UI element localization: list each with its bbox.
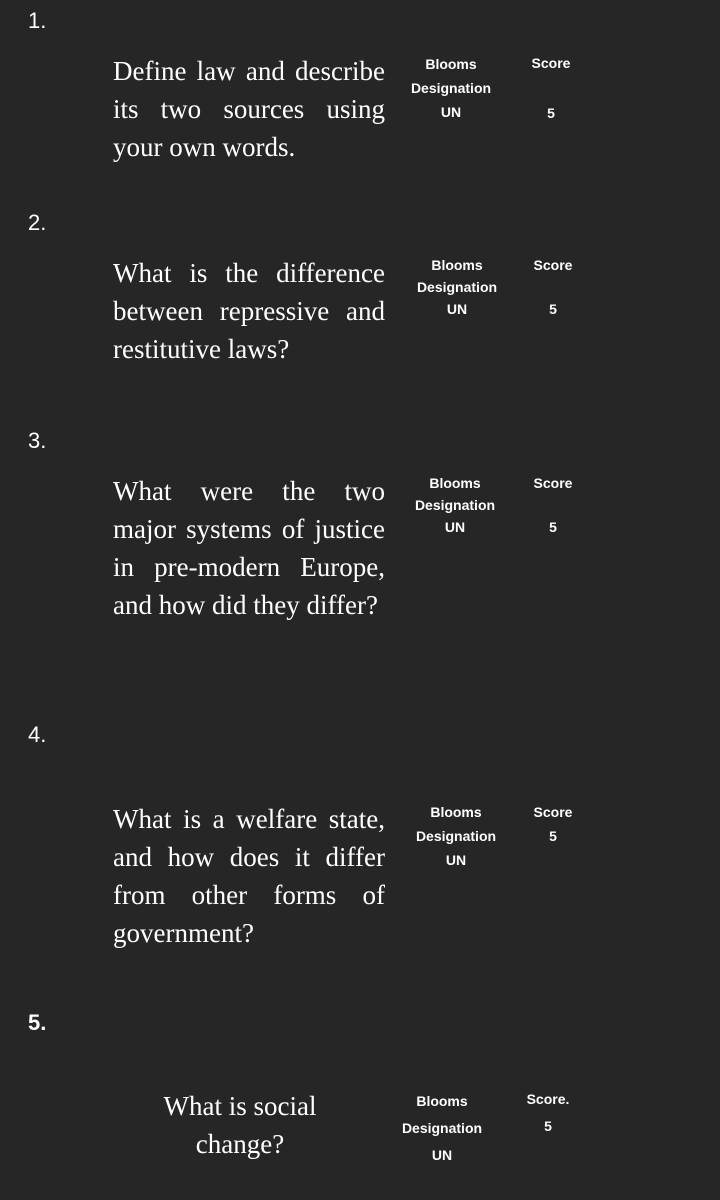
blooms-label: Blooms [425, 56, 477, 72]
question-text: What is a welfare state, and how does it differ from other forms of government? [113, 804, 385, 948]
designation-value: UN [446, 301, 468, 317]
designation-value: UN [431, 1147, 453, 1163]
score-label: Score [531, 55, 571, 71]
question-number: 2. [28, 210, 47, 235]
question-number: 5. [28, 1010, 47, 1035]
designation-value: UN [445, 852, 467, 868]
designation-label: Designation [410, 80, 492, 96]
score-value: 5 [549, 519, 557, 535]
blooms-label: Blooms [430, 804, 482, 820]
designation-label: Designation [401, 1120, 483, 1136]
question-text: Define law and describe its two sources using your own words. [113, 56, 385, 162]
blooms-designation [387, 1088, 497, 1169]
question-number: 1. [28, 8, 47, 33]
blooms-designation [400, 472, 510, 538]
score-label: Score [533, 475, 573, 491]
blooms-designation [396, 52, 506, 124]
blooms-designation [402, 254, 512, 320]
question-text: What were the two major systems of justice in pre-modern Europe, and how did they differ? [113, 476, 385, 620]
designation-value: UN [444, 519, 466, 535]
designation-label: Designation [416, 279, 498, 295]
blooms-label: Blooms [429, 475, 481, 491]
score-value: 5 [544, 1118, 552, 1134]
score-value: 5 [549, 828, 557, 844]
score-label: Score [533, 257, 573, 273]
score-label: Score [533, 804, 573, 820]
question-text: What is the difference between repressive and restitutive laws? [113, 258, 385, 364]
designation-label: Designation [415, 828, 497, 844]
question-text: What is social change? [163, 1091, 317, 1159]
score-label: Score. [526, 1091, 570, 1107]
designation-value: UN [440, 104, 462, 120]
score-value: 5 [547, 105, 555, 121]
blooms-label: Blooms [416, 1093, 468, 1109]
question-number: 4. [28, 722, 47, 747]
designation-label: Designation [414, 497, 496, 513]
blooms-label: Blooms [431, 257, 483, 273]
question-number: 3. [28, 428, 47, 453]
score-value: 5 [549, 301, 557, 317]
blooms-designation [401, 800, 511, 872]
